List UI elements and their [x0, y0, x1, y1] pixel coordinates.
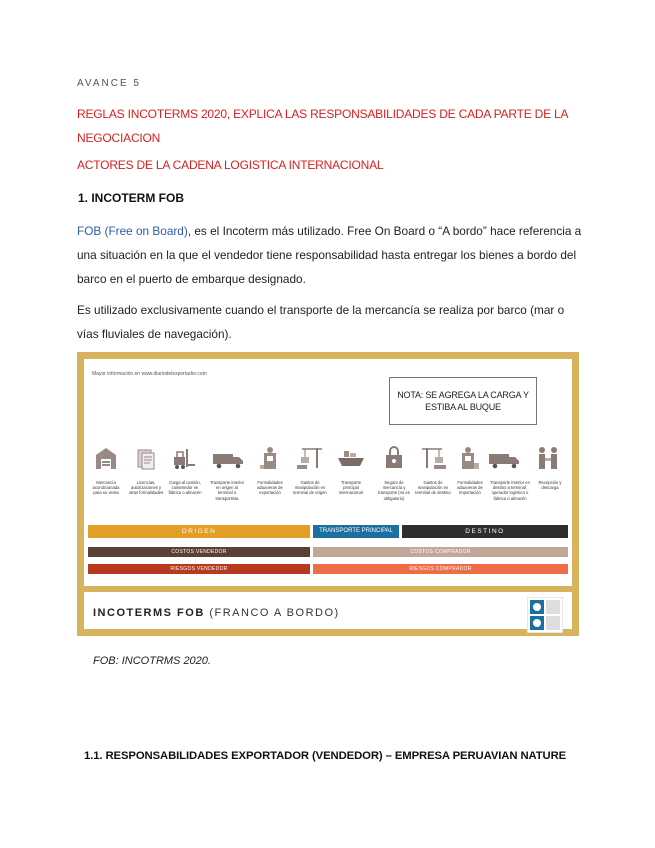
step-label: Mercancía acondicionada para su venta [92, 480, 120, 496]
forklift-icon [172, 445, 196, 471]
figure-divider [84, 586, 572, 592]
figure-note: NOTA: SE AGREGA LA CARGA Y ESTIBA AL BUQUE [389, 377, 537, 425]
step-label: Transporte interior en destino a terminal, operador logístico o fábrica o almacén [490, 480, 530, 501]
fob-figure [77, 352, 579, 636]
step-label: Formalidades aduaneras de importación [457, 480, 483, 496]
riesgos-comprador-bar: RIESGOS COMPRADOR [313, 564, 568, 574]
step-label: Seguro de mercancía y transporte (no es obligatorio) [378, 480, 410, 501]
customs-icon [258, 445, 282, 471]
figure-title-bold: INCOTERMS FOB [93, 607, 205, 619]
costos-vendedor-bar: COSTOS VENDEDOR [88, 547, 310, 557]
transporte-principal-bar: TRANSPORTE PRINCIPAL [313, 525, 399, 538]
step-label: Formalidades aduaneras de exportación [257, 480, 283, 496]
step-icons [88, 445, 568, 475]
costos-comprador-bar: COSTOS COMPRADOR [313, 547, 568, 557]
figure-source: Mayor información en www.diariodelexportador.com [92, 371, 207, 377]
truck-icon [212, 445, 246, 471]
paragraph-fob-text: , es el Incoterm más utilizado. Free On Board o “A bordo” hace referencia a una situación en la que el vendedor tiene responsabilidad hasta entregar los bienes a bordo del barco en el puerto de embarque designado. [77, 224, 582, 286]
riesgos-vendedor-bar: RIESGOS VENDEDOR [88, 564, 310, 574]
heading-actores: ACTORES DE LA CADENA LOGISTICA INTERNACIONAL [77, 158, 384, 172]
fob-link[interactable]: FOB (Free on Board) [77, 224, 188, 238]
paragraph-fob [77, 219, 582, 291]
origen-bar: ORIGEN [88, 525, 310, 538]
subsection-heading: 1.1. RESPONSABILIDADES EXPORTADOR (VENDEDOR) – EMPRESA PERUAVIAN NATURE [84, 750, 567, 762]
figure-title-rest: (FRANCO A BORDO) [209, 607, 340, 619]
figure-panel [84, 359, 572, 629]
step-label: Gastos de manipulación en terminal de origen [293, 480, 327, 496]
diario-exportador-logo-icon [527, 597, 563, 633]
heading-incoterms: REGLAS INCOTERMS 2020, EXPLICA LAS RESPONSABILIDADES DE CADA PARTE DE LA NEGOCIACION [77, 107, 568, 145]
crane-icon [418, 445, 448, 471]
figure-caption: FOB: INCOTRMS 2020. [93, 655, 211, 667]
step-label: Transporte interior en origen al terminal o transportista [209, 480, 245, 501]
step-label: Gastos de manipulación en terminal de destino [415, 480, 451, 496]
step-label: Carga al camión, contenedor en fábrica o almacén [168, 480, 202, 496]
documents-icon [134, 445, 158, 471]
truck-icon [488, 445, 522, 471]
insurance-icon [382, 445, 406, 471]
step-label: Transporte principal internacional [339, 480, 363, 496]
crane-icon [296, 445, 326, 471]
customs-icon [456, 445, 480, 471]
step-label: Recepción y descarga [538, 480, 562, 491]
figure-title [93, 607, 340, 619]
kicker-label: AVANCE 5 [77, 78, 141, 89]
step-labels [88, 480, 568, 520]
handshake-icon [536, 445, 560, 471]
ship-icon [336, 445, 366, 471]
step-label: Licencias, autorizaciones y otras formalidades [128, 480, 164, 496]
section-heading-fob: 1. INCOTERM FOB [78, 191, 185, 205]
warehouse-icon [94, 445, 118, 471]
paragraph-transport: Es utilizado exclusivamente cuando el transporte de la mercancía se realiza por barco (mar o vías fluviales de navegación). [77, 303, 565, 341]
destino-bar: DESTINO [402, 525, 568, 538]
